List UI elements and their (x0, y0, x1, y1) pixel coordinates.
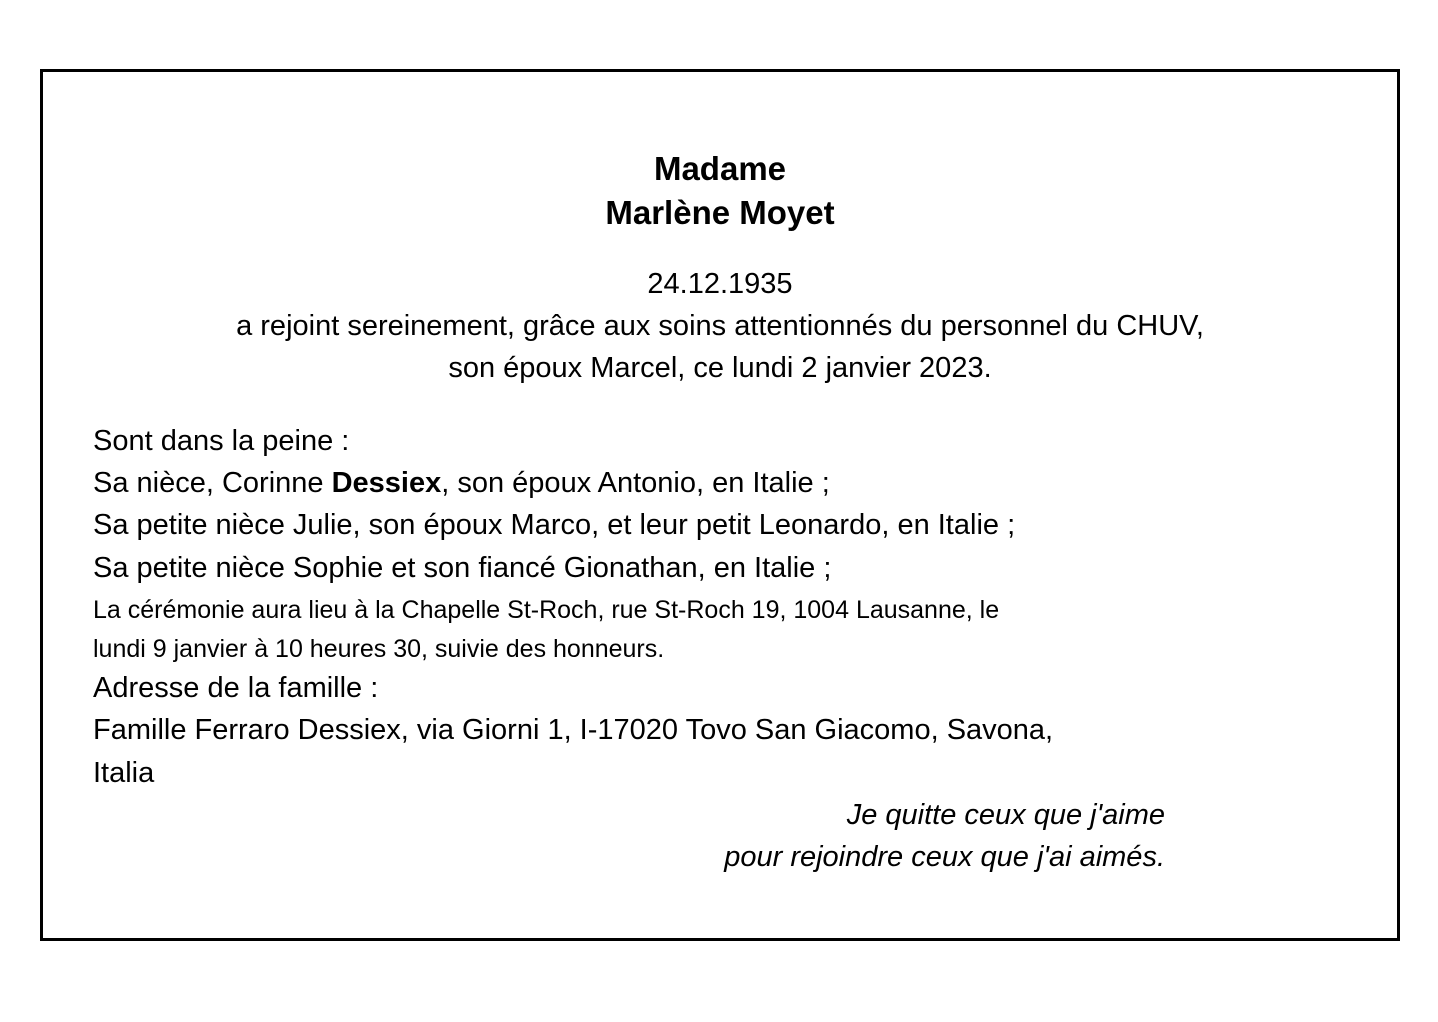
mourners-intro: Sont dans la peine : (93, 425, 350, 457)
family-address-label: Adresse de la famille : (93, 672, 379, 704)
obituary-card (40, 69, 1400, 941)
niece-surname: Dessiex (331, 467, 442, 499)
ceremony-line-2: lundi 9 janvier à 10 heures 30, suivie des honneurs. (93, 635, 665, 663)
birth-date: 24.12.1935 (647, 268, 793, 300)
family-address-line-2: Italia (93, 757, 155, 789)
niece-prefix: Sa nièce, Corinne (93, 467, 332, 499)
deceased-name: Marlène Moyet (605, 194, 835, 231)
family-address-line-1: Famille Ferraro Dessiex, via Giorni 1, I-17020 Tovo San Giacomo, Savona, (93, 714, 1054, 746)
announcement-line-2: son époux Marcel, ce lundi 2 janvier 2023. (448, 352, 992, 384)
announcement-line-1: a rejoint sereinement, grâce aux soins attentionnés du personnel du CHUV, (236, 310, 1204, 342)
niece-suffix: , son époux Antonio, en Italie ; (441, 467, 830, 499)
mourner-grandniece-sophie: Sa petite nièce Sophie et son fiancé Gionathan, en Italie ; (93, 552, 832, 584)
ceremony-line-1: La cérémonie aura lieu à la Chapelle St-Roch, rue St-Roch 19, 1004 Lausanne, le (93, 596, 1000, 624)
quote-line-2: pour rejoindre ceux que j'ai aimés. (724, 841, 1165, 873)
mourner-niece (93, 463, 830, 503)
honorific-title: Madame (653, 150, 787, 187)
mourner-grandniece-julie: Sa petite nièce Julie, son époux Marco, et leur petit Leonardo, en Italie ; (93, 509, 1016, 541)
quote-line-1: Je quitte ceux que j'aime (846, 799, 1165, 831)
